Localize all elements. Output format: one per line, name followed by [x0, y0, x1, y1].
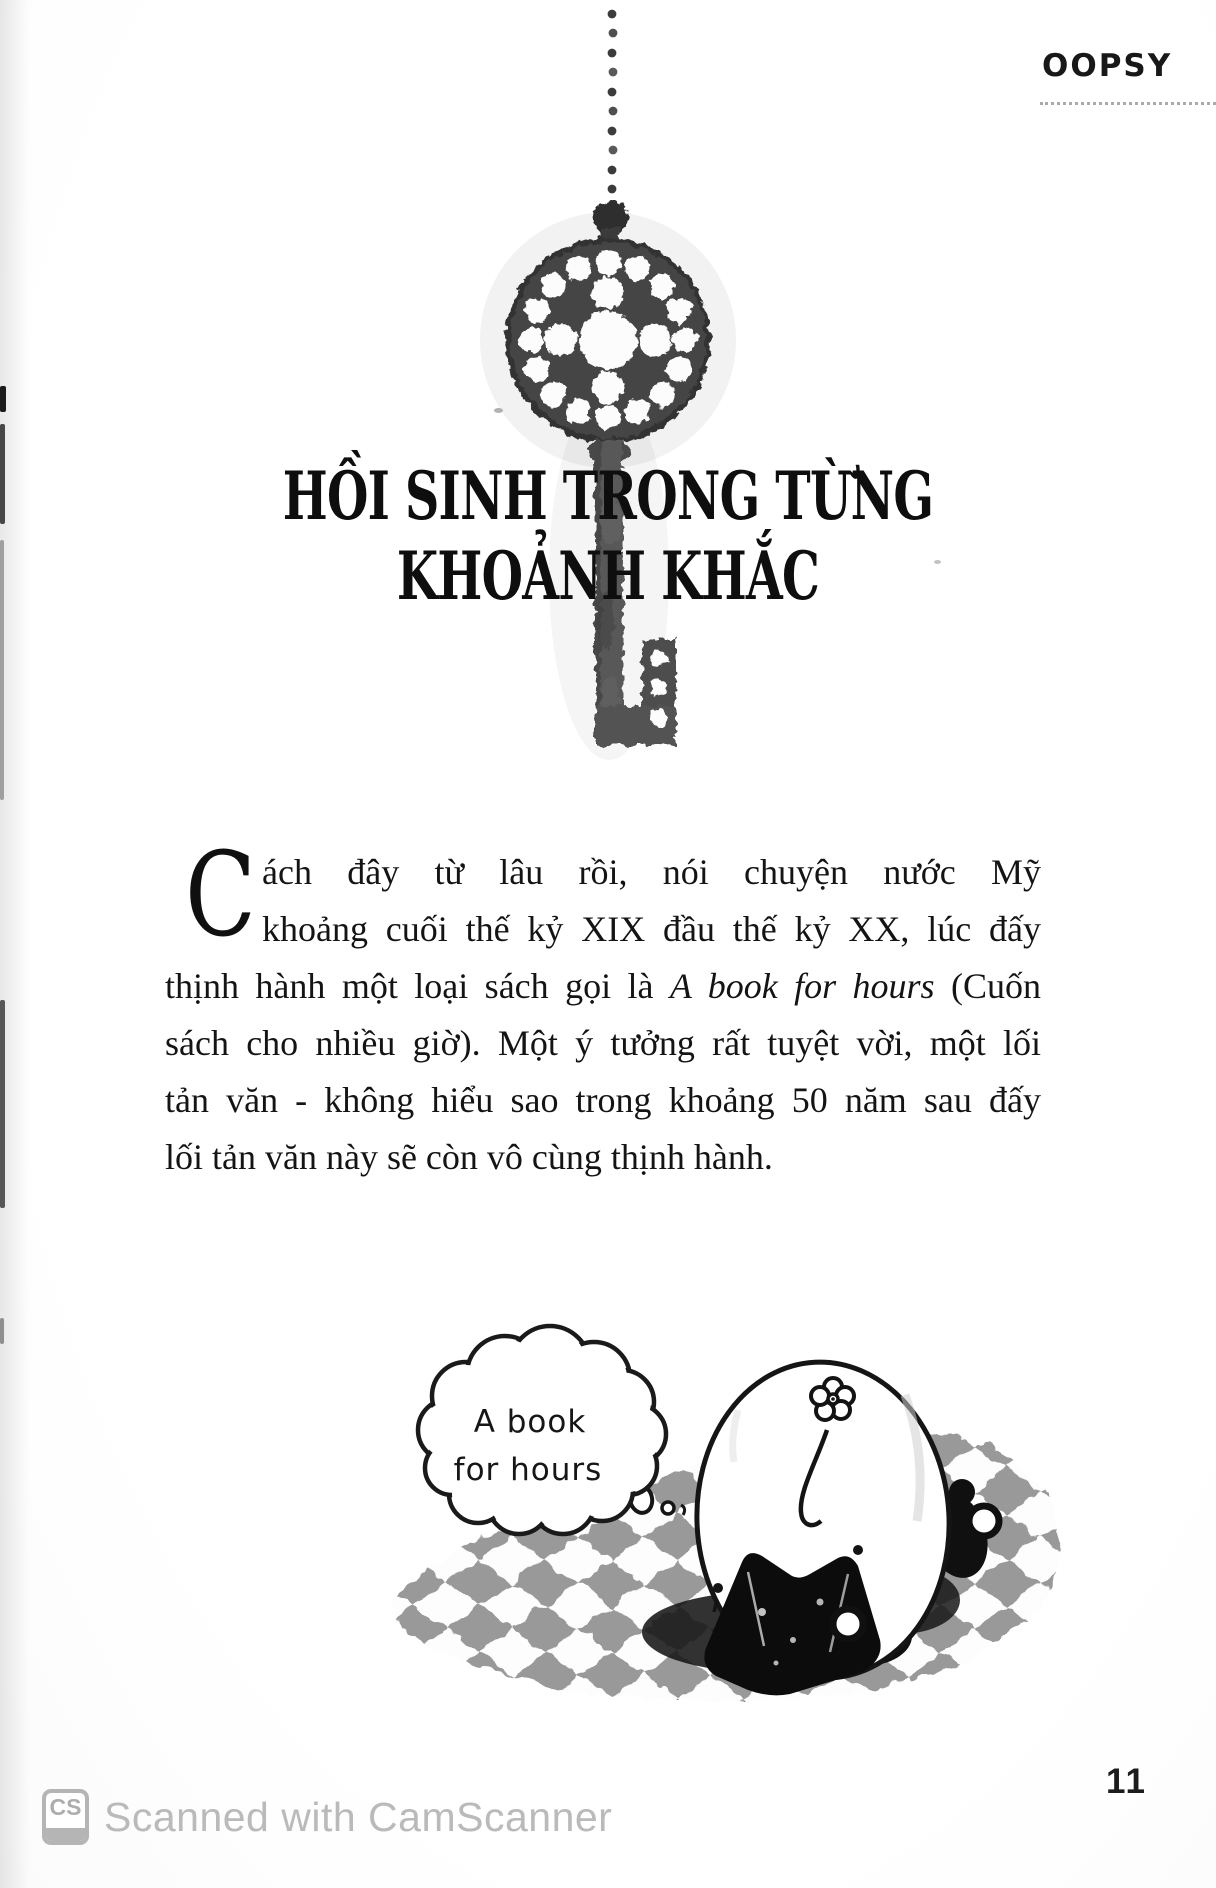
chapter-title-line1: HỒI SINH TRONG TỪNG — [282, 457, 934, 535]
paragraph-line: tản văn - không hiểu sao trong khoảng 50 năm sau đấy — [165, 1080, 1041, 1120]
scan-artifact — [0, 1318, 4, 1344]
bubble-text-line2: for hours — [453, 1452, 603, 1488]
body-paragraph — [165, 828, 1041, 1186]
thought-bubble-icon — [418, 1326, 666, 1534]
scan-artifact — [0, 386, 6, 412]
camscanner-logo-strip — [46, 1828, 85, 1841]
scan-edge-shading — [0, 0, 30, 1888]
paragraph-line: thịnh hành một loại sách gọi là A book for hours (Cuốn — [165, 966, 1041, 1006]
page-header-brand: OOPSY — [1042, 48, 1173, 84]
italic-phrase: A book for hours — [669, 966, 935, 1006]
camscanner-watermark: Scanned with CamScanner — [104, 1794, 613, 1840]
chapter-title — [0, 456, 1216, 616]
scan-artifact — [0, 1000, 5, 1208]
ear-dot — [713, 1583, 723, 1593]
camscanner-logo-icon — [42, 1789, 89, 1845]
paragraph-line: sách cho nhiều giờ). Một ý tưởng rất tuyệt vời, một lối — [165, 1023, 1041, 1063]
page-number: 11 — [1106, 1762, 1147, 1801]
drop-cap: C — [185, 828, 257, 963]
ornate-key-icon — [455, 0, 765, 760]
bead-chain-icon — [608, 10, 618, 194]
paragraph-line: lối tản văn này sẽ còn vô cùng thịnh hành. — [165, 1137, 773, 1177]
camscanner-logo-letters: CS — [49, 1794, 82, 1820]
paw-circle — [833, 1609, 863, 1639]
chapter-title-line2: KHOẢNH KHẮC — [396, 537, 820, 615]
paragraph-line: khoảng cuối thế kỷ XIX đầu thế kỷ XX, lúc đấy — [262, 909, 1041, 949]
ear-dot — [853, 1545, 863, 1555]
bubble-text-line1: A book — [473, 1404, 587, 1440]
header-dotted-rule — [1040, 102, 1216, 105]
paragraph-line: ách đây từ lâu rồi, nói chuyện nước Mỹ — [262, 852, 1041, 892]
cartoon-illustration — [380, 1320, 1080, 1720]
